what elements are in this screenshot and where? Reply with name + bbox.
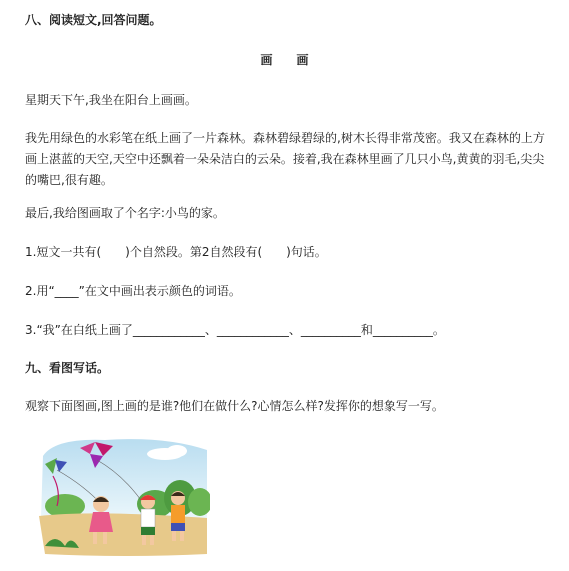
question-3: 3.“我”在白纸上画了____________、____________、__________和__________。	[25, 323, 445, 337]
section8-heading: 八、阅读短文,回答问题。	[25, 13, 162, 27]
passage-title: 画 画	[260, 53, 309, 67]
paragraph-1: 星期天下午,我坐在阳台上画画。	[25, 93, 197, 107]
kite-flying-illustration	[35, 436, 210, 558]
section9-heading: 九、看图写话。	[25, 361, 110, 375]
question-2: 2.用“____”在文中画出表示颜色的词语。	[25, 284, 241, 298]
paragraph-2: 我先用绿色的水彩笔在纸上画了一片森林。森林碧绿碧绿的,树木长得非常茂密。我又在森林的上方画上湛蓝的天空,天空中还飘着一朵朵洁白的云朵。接着,我在森林里画了几只小鸟,黄黄的羽毛,尖尖的嘴巴,很有趣。	[25, 131, 545, 187]
question-1: 1.短文一共有( )个自然段。第2自然段有( )句话。	[25, 245, 327, 259]
writing-prompt: 观察下面图画,图上画的是谁?他们在做什么?心情怎么样?发挥你的想象写一写。	[25, 399, 444, 413]
paragraph-3: 最后,我给图画取了个名字:小鸟的家。	[25, 206, 225, 220]
